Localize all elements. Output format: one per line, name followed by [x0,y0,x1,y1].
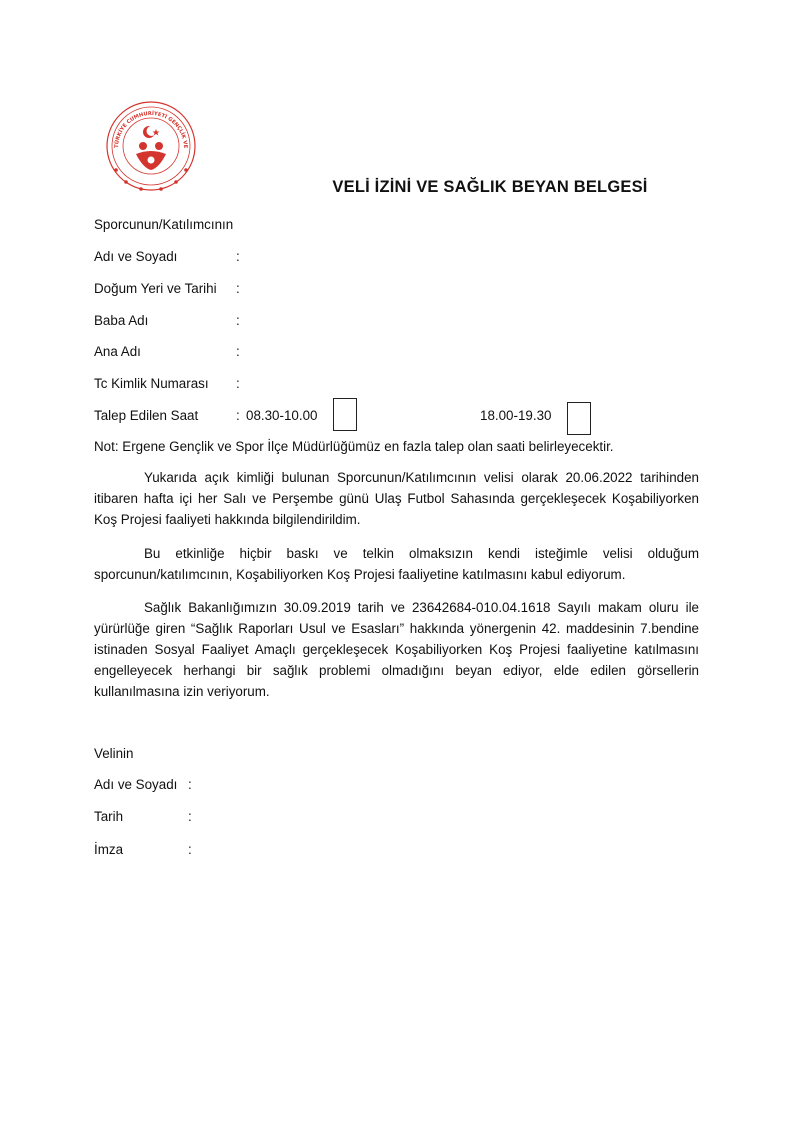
seal-ring-text: TÜRKİYE CUMHURİYETİ GENÇLİK VE [113,110,189,149]
time-option-2-label: 18.00-19.30 [480,408,552,423]
father-name-colon: : [236,313,240,328]
requested-time-colon: : [236,408,240,423]
time-option-2-checkbox[interactable] [567,402,591,435]
father-name-label: Baba Adı [94,313,149,328]
paragraph-2: Bu etkinliğe hiçbir baskı ve telkin olmaksızın kendi isteğimle velisi olduğum sporcunun/katılımcının, Koşabiliyorken Koş Projesi faaliyetine katılmasını kabul ediyorum. [94,546,699,582]
guardian-signature-label: İmza [94,842,124,857]
participant-heading: Sporcunun/Katılımcının [94,217,234,232]
document-title: VELİ İZİNİ VE SAĞLIK BEYAN BELGESİ [332,178,648,196]
paragraph-consent [94,543,699,585]
tc-id-label: Tc Kimlik Numarası [94,376,209,391]
birthplace-date-label: Doğum Yeri ve Tarihi [94,281,217,296]
time-option-1-checkbox[interactable] [333,398,357,431]
guardian-date-label: Tarih [94,809,124,824]
participant-name-label: Adı ve Soyadı [94,249,178,264]
birthplace-date-colon: : [236,281,240,296]
guardian-heading: Velinin [94,746,134,761]
guardian-name-colon: : [188,777,192,792]
guardian-name-label: Adı ve Soyadı [94,777,178,792]
paragraph-informed [94,467,699,530]
note-text: Not: Ergene Gençlik ve Spor İlçe Müdürlüğümüz en fazla talep olan saati belirleyecektir. [94,439,614,454]
guardian-signature-colon: : [188,842,192,857]
mother-name-label: Ana Adı [94,344,141,359]
requested-time-label: Talep Edilen Saat [94,408,199,423]
paragraph-health [94,597,699,702]
time-option-1-label: 08.30-10.00 [246,408,318,423]
paragraph-3: Sağlık Bakanlığımızın 30.09.2019 tarih ve 23642684-010.04.1618 Sayılı makam oluru ile yürürlüğe giren “Sağlık Raporları Usul ve Esasları” hakkında yönergenin 42. maddesinin 7.bendine istinaden Sosyal Faaliyet Amaçlı gerçekleşecek Koşabiliyorken Koş Projesi faaliyetine katılmasını engelleyecek herhangi bir sağlık problemi olmadığını beyan ediyor, elde edilen görsellerin kullanılmasına izin veriyorum. [94,600,699,699]
mother-name-colon: : [236,344,240,359]
tc-id-colon: : [236,376,240,391]
guardian-date-colon: : [188,809,192,824]
participant-name-colon: : [236,249,240,264]
svg-text:TÜRKİYE CUMHURİYETİ GENÇLİK VE [96,96,188,149]
paragraph-1: Yukarıda açık kimliği bulunan Sporcunun/Katılımcının velisi olarak 20.06.2022 tarihinden itibaren hafta içi her Salı ve Perşembe günü Ulaş Futbol Sahasında gerçekleşecek Koşabiliyorken Koş Projesi faaliyeti hakkında bilgilendirildim. [94,470,699,527]
